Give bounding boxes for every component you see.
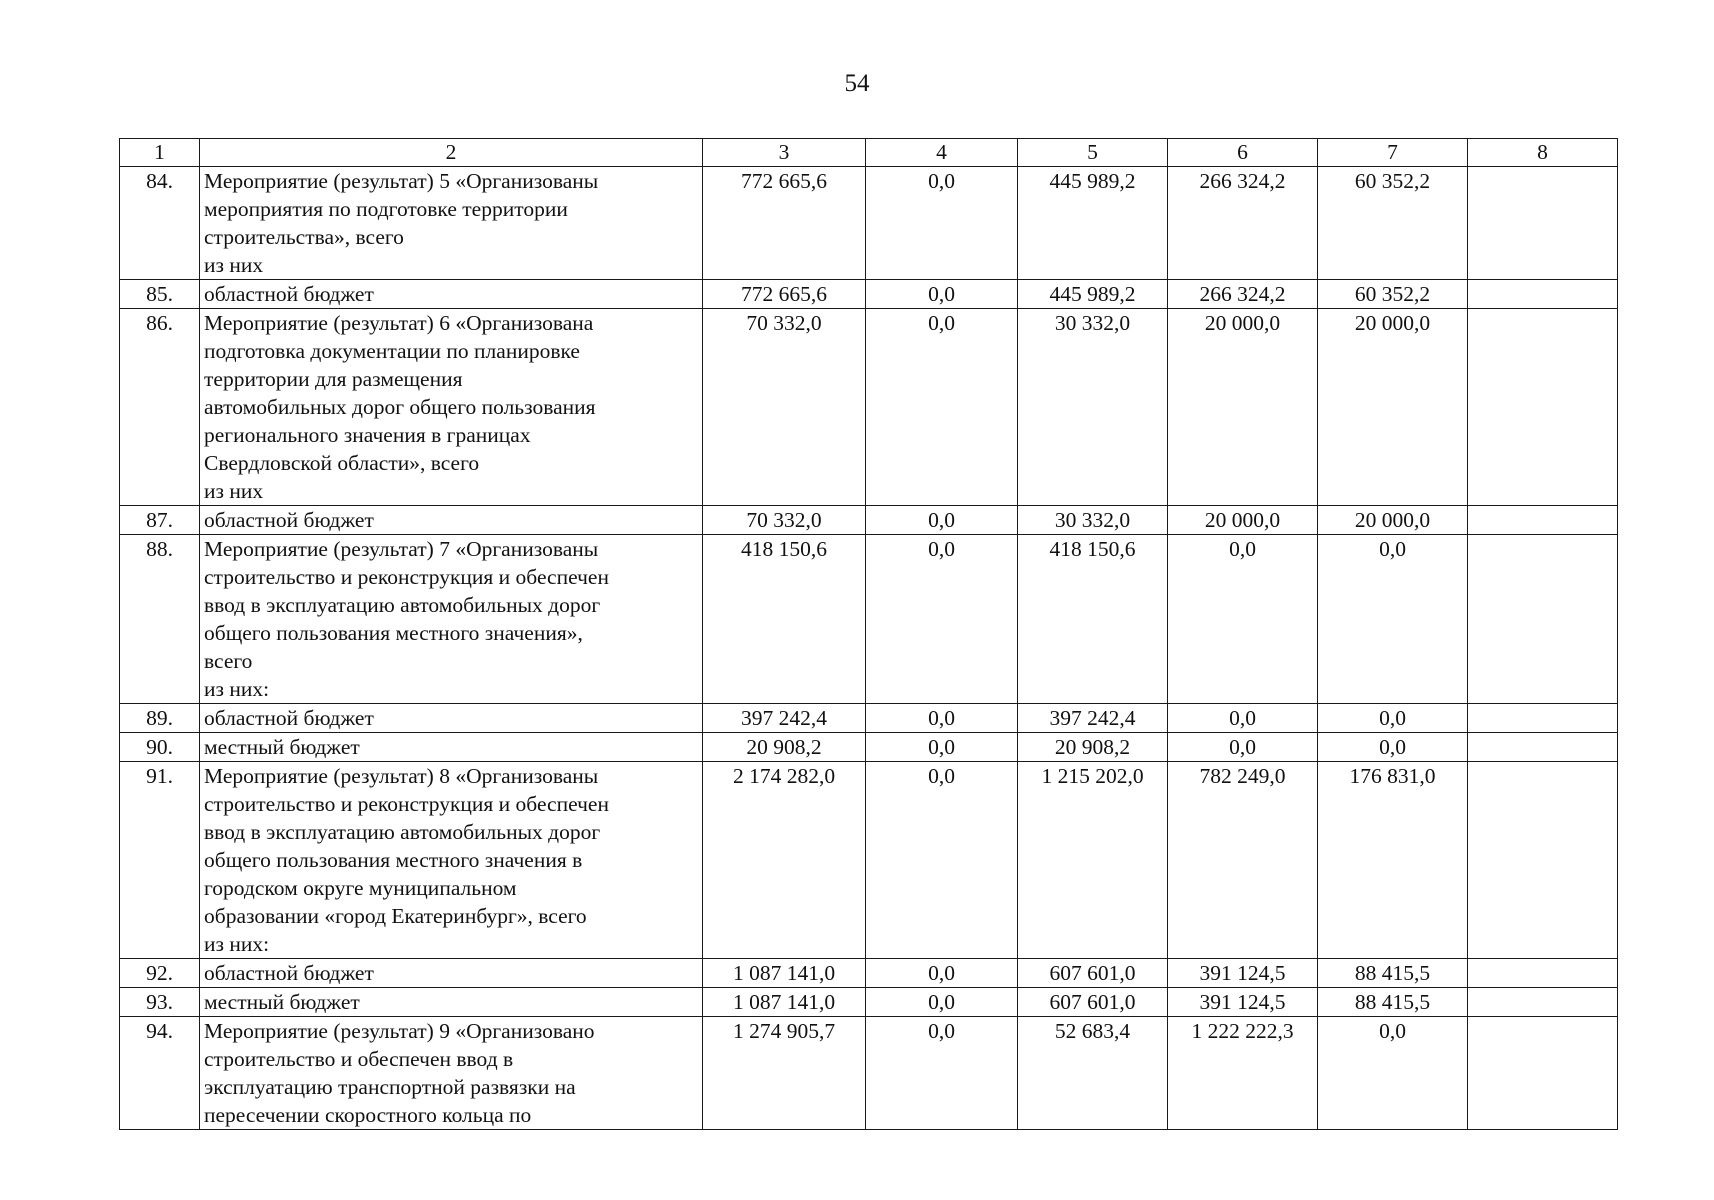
value-cell-col-8 [1468,1017,1618,1130]
value-cell-col-6: 266 324,2 [1168,167,1318,280]
description-line: общего пользования местного значения в [204,848,583,872]
description-line: строительство и реконструкция и обеспечен [204,565,609,589]
value-cell-col-3: 20 908,2 [703,733,866,762]
table-row [120,733,1618,762]
description-line: из них [204,253,264,277]
value-cell-col-4: 0,0 [866,733,1018,762]
value-cell-col-4: 0,0 [866,704,1018,733]
table-row [120,988,1618,1017]
value-cell-col-3: 397 242,4 [703,704,866,733]
description-line: эксплуатацию транспортной развязки на [204,1075,576,1099]
column-header: 6 [1168,139,1318,167]
column-header: 5 [1018,139,1168,167]
value-cell-col-8 [1468,506,1618,535]
row-number: 93. [120,988,200,1017]
value-cell-col-3: 1 087 141,0 [703,988,866,1017]
value-cell-col-8 [1468,309,1618,506]
value-cell-col-4: 0,0 [866,535,1018,704]
row-number: 94. [120,1017,200,1130]
table-row [120,506,1618,535]
row-number: 91. [120,762,200,959]
description-line: строительство и реконструкция и обеспечен [204,792,609,816]
row-description [200,1017,703,1130]
description-line: строительство и обеспечен ввод в [204,1047,514,1071]
description-line: областной бюджет [204,282,374,306]
description-line: из них: [204,677,270,701]
description-line: из них: [204,932,270,956]
value-cell-col-7: 88 415,5 [1318,988,1468,1017]
value-cell-col-8 [1468,733,1618,762]
table-row [120,280,1618,309]
value-cell-col-8 [1468,535,1618,704]
description-line: пересечении скоростного кольца по [204,1103,532,1127]
value-cell-col-7: 20 000,0 [1318,506,1468,535]
description-line: Мероприятие (результат) 5 «Организованы [204,169,599,193]
table-row [120,1017,1618,1130]
table-row [120,704,1618,733]
row-description [200,535,703,704]
row-description [200,762,703,959]
value-cell-col-6: 782 249,0 [1168,762,1318,959]
description-line: строительства», всего [204,225,404,249]
value-cell-col-6: 266 324,2 [1168,280,1318,309]
row-description [200,988,703,1017]
value-cell-col-7: 60 352,2 [1318,167,1468,280]
value-cell-col-4: 0,0 [866,506,1018,535]
description-line: ввод в эксплуатацию автомобильных дорог [204,593,601,617]
value-cell-col-3: 2 174 282,0 [703,762,866,959]
description-line: автомобильных дорог общего пользования [204,395,596,419]
value-cell-col-5: 607 601,0 [1018,988,1168,1017]
value-cell-col-5: 607 601,0 [1018,959,1168,988]
value-cell-col-7: 0,0 [1318,704,1468,733]
column-header: 4 [866,139,1018,167]
value-cell-col-7: 60 352,2 [1318,280,1468,309]
value-cell-col-8 [1468,762,1618,959]
value-cell-col-5: 445 989,2 [1018,280,1168,309]
row-number: 90. [120,733,200,762]
value-cell-col-6: 391 124,5 [1168,959,1318,988]
value-cell-col-8 [1468,959,1618,988]
column-header: 2 [200,139,703,167]
value-cell-col-3: 70 332,0 [703,309,866,506]
value-cell-col-3: 1 274 905,7 [703,1017,866,1130]
value-cell-col-5: 20 908,2 [1018,733,1168,762]
row-number: 84. [120,167,200,280]
value-cell-col-4: 0,0 [866,988,1018,1017]
row-number: 85. [120,280,200,309]
value-cell-col-5: 445 989,2 [1018,167,1168,280]
table-row [120,762,1618,959]
description-line: ввод в эксплуатацию автомобильных дорог [204,820,601,844]
value-cell-col-5: 30 332,0 [1018,309,1168,506]
row-number: 86. [120,309,200,506]
description-line: местный бюджет [204,735,360,759]
row-description [200,309,703,506]
value-cell-col-4: 0,0 [866,1017,1018,1130]
value-cell-col-5: 1 215 202,0 [1018,762,1168,959]
column-header: 7 [1318,139,1468,167]
description-line: Мероприятие (результат) 7 «Организованы [204,537,599,561]
description-line: городском округе муниципальном [204,876,517,900]
value-cell-col-6: 1 222 222,3 [1168,1017,1318,1130]
column-header: 3 [703,139,866,167]
table-row [120,959,1618,988]
value-cell-col-6: 20 000,0 [1168,506,1318,535]
row-number: 87. [120,506,200,535]
row-description [200,280,703,309]
value-cell-col-8 [1468,704,1618,733]
table-row [120,535,1618,704]
value-cell-col-6: 391 124,5 [1168,988,1318,1017]
value-cell-col-7: 0,0 [1318,535,1468,704]
description-line: областной бюджет [204,961,374,985]
value-cell-col-5: 397 242,4 [1018,704,1168,733]
row-number: 88. [120,535,200,704]
column-header: 8 [1468,139,1618,167]
description-line: областной бюджет [204,508,374,532]
value-cell-col-4: 0,0 [866,959,1018,988]
value-cell-col-4: 0,0 [866,167,1018,280]
description-line: из них [204,479,264,503]
value-cell-col-7: 176 831,0 [1318,762,1468,959]
description-line: регионального значения в границах [204,423,531,447]
value-cell-col-8 [1468,167,1618,280]
value-cell-col-4: 0,0 [866,309,1018,506]
row-number: 89. [120,704,200,733]
description-line: всего [204,649,253,673]
description-line: мероприятия по подготовке территории [204,197,568,221]
value-cell-col-7: 88 415,5 [1318,959,1468,988]
value-cell-col-4: 0,0 [866,762,1018,959]
column-header: 1 [120,139,200,167]
description-line: Мероприятие (результат) 8 «Организованы [204,764,599,788]
description-line: Мероприятие (результат) 6 «Организована [204,311,594,335]
row-description [200,733,703,762]
description-line: территории для размещения [204,367,463,391]
row-description [200,959,703,988]
row-description [200,704,703,733]
description-line: местный бюджет [204,990,360,1014]
value-cell-col-3: 418 150,6 [703,535,866,704]
description-line: Свердловской области», всего [204,451,480,475]
value-cell-col-8 [1468,988,1618,1017]
description-line: подготовка документации по планировке [204,339,580,363]
value-cell-col-6: 20 000,0 [1168,309,1318,506]
value-cell-col-8 [1468,280,1618,309]
value-cell-col-7: 20 000,0 [1318,309,1468,506]
row-description [200,167,703,280]
value-cell-col-3: 772 665,6 [703,280,866,309]
table-row [120,167,1618,280]
row-number: 92. [120,959,200,988]
description-line: общего пользования местного значения», [204,621,583,645]
description-line: Мероприятие (результат) 9 «Организовано [204,1019,595,1043]
value-cell-col-7: 0,0 [1318,733,1468,762]
description-line: областной бюджет [204,706,374,730]
value-cell-col-4: 0,0 [866,280,1018,309]
column-number-header-row [120,139,1618,167]
budget-table [119,138,1618,1130]
value-cell-col-5: 30 332,0 [1018,506,1168,535]
description-line: образовании «город Екатеринбург», всего [204,904,587,928]
value-cell-col-6: 0,0 [1168,704,1318,733]
value-cell-col-5: 52 683,4 [1018,1017,1168,1130]
value-cell-col-3: 772 665,6 [703,167,866,280]
value-cell-col-7: 0,0 [1318,1017,1468,1130]
page-number: 54 [844,70,870,97]
table-row [120,309,1618,506]
row-description [200,506,703,535]
value-cell-col-6: 0,0 [1168,535,1318,704]
value-cell-col-3: 1 087 141,0 [703,959,866,988]
value-cell-col-5: 418 150,6 [1018,535,1168,704]
value-cell-col-6: 0,0 [1168,733,1318,762]
value-cell-col-3: 70 332,0 [703,506,866,535]
